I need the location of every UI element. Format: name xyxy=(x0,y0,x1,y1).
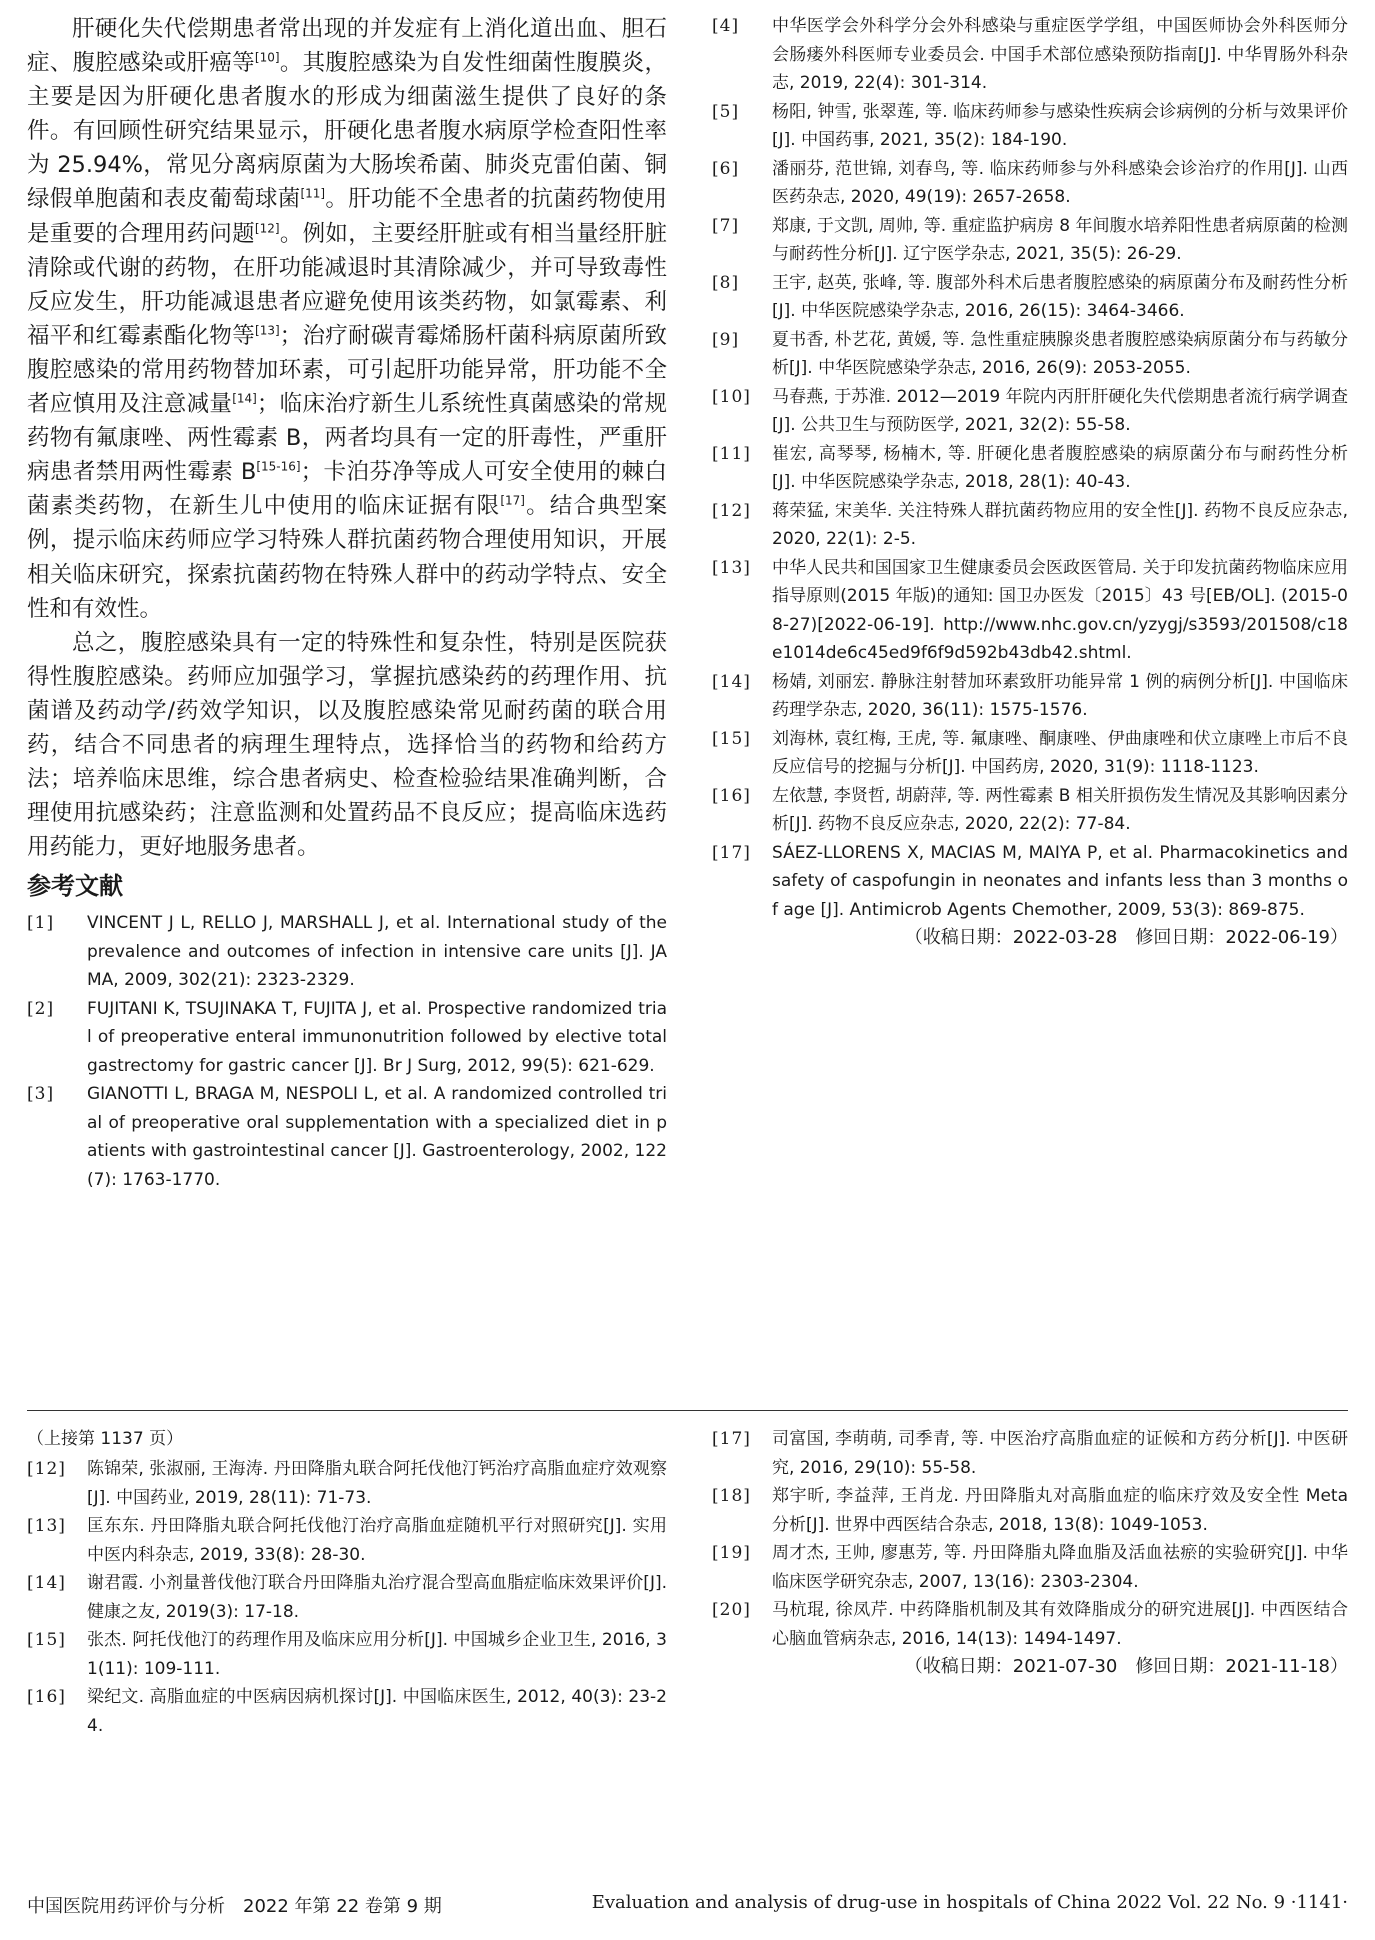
reference-number: [13] xyxy=(27,1516,66,1536)
reference-item xyxy=(712,383,1348,440)
reference-text: 崔宏, 高琴琴, 杨楠木, 等. 肝硬化患者腹腔感染的病原菌分布与耐药性分析[J]. 中华医院感染学杂志, 2018, 28(1): 40-43. xyxy=(772,443,1348,492)
reference-number: [15] xyxy=(712,728,751,749)
reference-text: SÁEZ-LLORENS X, MACIAS M, MAIYA P, et al. Pharmacokinetics and safety of caspofungin in neonates and infants less than 3 months of age [J]. Antimicrob Agents Chemother, 2009, 53(3): 869-875. xyxy=(772,842,1348,920)
reference-number: [17] xyxy=(712,842,751,863)
reference-text: 蒋荣猛, 宋美华. 关注特殊人群抗菌药物应用的安全性[J]. 药物不良反应杂志, 2020, 22(1): 2-5. xyxy=(772,500,1348,549)
reference-number: [14] xyxy=(27,1573,66,1593)
footer-journal-en: Evaluation and analysis of drug-use in hospitals of China 2022 Vol. 22 No. 9 ·1141· xyxy=(591,1892,1348,1913)
reference-text: 张杰. 阿托伐他汀的药理作用及临床应用分析[J]. 中国城乡企业卫生, 2016, 31(11): 109-111. xyxy=(87,1630,667,1679)
continued-note: （上接第 1137 页） xyxy=(27,1429,184,1449)
reference-text: 马春燕, 于苏淮. 2012—2019 年院内丙肝肝硬化失代偿期患者流行病学调查[J]. 公共卫生与预防医学, 2021, 32(2): 55-58. xyxy=(772,386,1348,435)
reference-item xyxy=(712,12,1348,98)
footer-journal-cn: 中国医院用药评价与分析 2022 年第 22 卷第 9 期 xyxy=(27,1896,442,1917)
reference-text: 潘丽芬, 范世锦, 刘春鸟, 等. 临床药师参与外科感染会诊治疗的作用[J]. 山西医药杂志, 2020, 49(19): 2657-2658. xyxy=(772,158,1348,207)
citation-12: [12] xyxy=(254,221,280,236)
para1-text-3: 。肝功能不全患者的抗菌药物使用是重要的合理用药问题 xyxy=(27,186,667,247)
reference-text: 匡东东. 丹田降脂丸联合阿托伐他汀治疗高脂血症随机平行对照研究[J]. 实用中医内科杂志, 2019, 33(8): 28-30. xyxy=(87,1516,667,1565)
para1-text-8: 。结合典型案例，提示临床药师应学习特殊人群抗菌药物合理使用知识，开展相关临床研究，探索抗菌药物在特殊人群中的药动学特点、安全性和有效性。 xyxy=(27,493,667,622)
reference-item xyxy=(712,839,1348,925)
reference-item xyxy=(712,269,1348,326)
reference-text: 中华医学会外科学分会外科感染与重症医学学组，中国医师协会外科医师分会肠瘘外科医师专业委员会. 中国手术部位感染预防指南[J]. 中华胃肠外科杂志, 2019, 22(4): 301-314. xyxy=(772,16,1348,93)
reference-item xyxy=(712,98,1348,155)
reference-item xyxy=(712,1596,1348,1653)
reference-number: [20] xyxy=(712,1600,751,1620)
reference-text: 刘海林, 袁红梅, 王虎, 等. 氟康唑、酮康唑、伊曲康唑和伏立康唑上市后不良反应信号的挖掘与分析[J]. 中国药房, 2020, 31(9): 1118-1123. xyxy=(772,728,1348,777)
reference-number: [6] xyxy=(712,158,740,179)
reference-number: [12] xyxy=(712,500,751,521)
reference-number: [3] xyxy=(27,1084,55,1105)
reference-number: [13] xyxy=(712,557,751,578)
citation-10: [10] xyxy=(254,50,280,65)
para1-text-4: 。例如，主要经肝脏或有相当量经肝脏清除或代谢的药物，在肝功能减退时其清除减少，并可导致毒性反应发生，肝功能减退患者应避免使用该类药物，如氯霉素、利福平和红霉素酯化物等 xyxy=(27,220,667,349)
citation-17: [17] xyxy=(500,493,525,508)
reference-number: [19] xyxy=(712,1543,751,1563)
reference-number: [14] xyxy=(712,671,751,692)
reference-item xyxy=(712,155,1348,212)
reference-number: [15] xyxy=(27,1630,66,1650)
reference-number: [2] xyxy=(27,998,55,1019)
para1-text-6: ；临床治疗新生儿系统性真菌感染的常规药物有氟康唑、两性霉素 B，两者均具有一定的肝毒性，严重肝病患者禁用两性霉素 B xyxy=(27,391,667,486)
reference-text: GIANOTTI L, BRAGA M, NESPOLI L, et al. A randomized controlled trial of preoperative oral supplementation with a specialized diet in patients with gastrointestinal cancer [J]. Gastroenterology, 2002, 122(7): 1763-1770. xyxy=(87,1084,668,1190)
para1-text-5: ；治疗耐碳青霉烯肠杆菌科病原菌所致腹腔感染的常用药物替加环素，可引起肝功能异常，肝功能不全者应慎用及注意减量 xyxy=(27,322,667,418)
reference-item xyxy=(27,1683,667,1740)
received-revised-dates: （收稿日期：2022-03-28 修回日期：2022-06-19） xyxy=(904,927,1348,948)
reference-item xyxy=(712,212,1348,269)
reference-text: 马杭琨, 徐凤芹. 中药降脂机制及其有效降脂成分的研究进展[J]. 中西医结合心脑血管病杂志, 2016, 14(13): 1494-1497. xyxy=(772,1600,1348,1649)
reference-text: 陈锦荣, 张淑丽, 王海涛. 丹田降脂丸联合阿托伐他汀钙治疗高脂血症疗效观察[J]. 中国药业, 2019, 28(11): 71-73. xyxy=(87,1459,667,1508)
reference-item xyxy=(27,995,667,1081)
reference-text: 王宇, 赵英, 张峰, 等. 腹部外科术后患者腹腔感染的病原菌分布及耐药性分析[J]. 中华医院感染学杂志, 2016, 26(15): 3464-3466. xyxy=(772,272,1348,321)
reference-text: 司富国, 李萌萌, 司季青, 等. 中医治疗高脂血症的证候和方药分析[J]. 中医研究, 2016, 29(10): 55-58. xyxy=(772,1429,1348,1478)
reference-item xyxy=(27,1455,667,1512)
reference-number: [18] xyxy=(712,1486,751,1506)
reference-number: [16] xyxy=(27,1687,66,1707)
reference-text: 杨婧, 刘丽宏. 静脉注射替加环素致肝功能异常 1 例的病例分析[J]. 中国临床药理学杂志, 2020, 36(11): 1575-1576. xyxy=(772,671,1348,720)
citation-13: [13] xyxy=(255,323,280,338)
para1-text-1: 肝硬化失代偿期患者常出现的并发症有上消化道出血、胆石症、腹腔感染或肝癌等 xyxy=(27,16,667,77)
reference-item xyxy=(27,1512,667,1569)
reference-text: 郑康, 于文凯, 周帅, 等. 重症监护病房 8 年间腹水培养阳性患者病原菌的检测与耐药性分析[J]. 辽宁医学杂志, 2021, 35(5): 26-29. xyxy=(772,215,1348,264)
reference-text: FUJITANI K, TSUJINAKA T, FUJITA J, et al. Prospective randomized trial of preoperative enteral immunonutrition followed by elective total gastrectomy for gastric cancer [J]. Br J Surg, 2012, 99(5): 621-629. xyxy=(87,998,667,1076)
citation-11: [11] xyxy=(300,186,326,201)
reference-number: [12] xyxy=(27,1459,66,1479)
reference-number: [11] xyxy=(712,443,751,464)
reference-text: 周才杰, 王帅, 廖惠芳, 等. 丹田降脂丸降血脂及活血祛瘀的实验研究[J]. 中华临床医学研究杂志, 2007, 13(16): 2303-2304. xyxy=(772,1543,1348,1592)
reference-item xyxy=(712,1482,1348,1539)
reference-text: 梁纪文. 高脂血症的中医病因病机探讨[J]. 中国临床医生, 2012, 40(3): 23-24. xyxy=(87,1687,667,1736)
reference-text: VINCENT J L, RELLO J, MARSHALL J, et al. International study of the prevalence and outcomes of infection in intensive care units [J]. JAMA, 2009, 302(21): 2323-2329. xyxy=(87,913,667,991)
reference-text: 杨阳, 钟雪, 张翠莲, 等. 临床药师参与感染性疾病会诊病例的分析与效果评价[J]. 中国药事, 2021, 35(2): 184-190. xyxy=(772,101,1348,150)
references-heading: 参考文献 xyxy=(27,872,123,901)
reference-text: 郑宇昕, 李益萍, 王肖龙. 丹田降脂丸对高脂血症的临床疗效及安全性 Meta 分析[J]. 世界中西医结合杂志, 2018, 13(8): 1049-1053. xyxy=(772,1486,1348,1535)
page-footer xyxy=(27,1892,1348,1918)
reference-item xyxy=(27,1626,667,1683)
reference-item xyxy=(712,668,1348,725)
reference-number: [9] xyxy=(712,329,740,350)
reference-number: [10] xyxy=(712,386,751,407)
reference-text: 左依慧, 李贤哲, 胡蔚萍, 等. 两性霉素 B 相关肝损伤发生情况及其影响因素分析[J]. 药物不良反应杂志, 2020, 22(2): 77-84. xyxy=(772,785,1348,834)
reference-number: [16] xyxy=(712,785,751,806)
citation-15-16: [15-16] xyxy=(256,459,301,474)
reference-number: [8] xyxy=(712,272,740,293)
reference-number: [1] xyxy=(27,913,55,934)
reference-text: 夏书香, 朴艺花, 黄媛, 等. 急性重症胰腺炎患者腹腔感染病原菌分布与药敏分析[J]. 中华医院感染学杂志, 2016, 26(9): 2053-2055. xyxy=(772,329,1348,378)
reference-item xyxy=(712,782,1348,839)
reference-item xyxy=(712,326,1348,383)
reference-number: [17] xyxy=(712,1429,751,1449)
reference-text: 谢君霞. 小剂量普伐他汀联合丹田降脂丸治疗混合型高血脂症临床效果评价[J]. 健康之友, 2019(3): 17-18. xyxy=(87,1573,667,1622)
reference-item xyxy=(27,1080,667,1194)
reference-item xyxy=(712,725,1348,782)
reference-item xyxy=(27,909,667,995)
citation-14: [14] xyxy=(232,391,257,406)
body-paragraph-2: 总之，腹腔感染具有一定的特殊性和复杂性，特别是医院获得性腹腔感染。药师应加强学习，掌握抗感染药的药理作用、抗菌谱及药动学/药效学知识，以及腹腔感染常见耐药菌的联合用药，结合不同患者的病理生理特点，选择恰当的药物和给药方法；培养临床思维，综合患者病史、检查检验结果准确判断，合理使用抗感染药；注意监测和处置药品不良反应；提高临床选药用药能力，更好地服务患者。 xyxy=(27,629,667,861)
para1-text-7: ；卡泊芬净等成人可安全使用的棘白菌素类药物，在新生儿中使用的临床证据有限 xyxy=(27,459,667,520)
reference-item xyxy=(712,1425,1348,1482)
para1-text-2: 。其腹腔感染为自发性细菌性腹膜炎，主要是因为肝硬化患者腹水的形成为细菌滋生提供了良好的条件。有回顾性研究结果显示，肝硬化患者腹水病原学检查阳性率为 25.94%，常见分离病原菌为大肠埃希菌、肺炎克雷伯菌、铜绿假单胞菌和表皮葡萄球菌 xyxy=(27,50,667,213)
continued-references-left xyxy=(27,1425,667,1740)
received-revised-dates-bottom: （收稿日期：2021-07-30 修回日期：2021-11-18） xyxy=(904,1656,1348,1677)
body-paragraph-1 xyxy=(27,12,667,626)
reference-number: [4] xyxy=(712,16,740,36)
reference-item xyxy=(712,497,1348,554)
reference-number: [5] xyxy=(712,101,740,122)
left-column xyxy=(27,12,667,1194)
references-right-list xyxy=(712,12,1348,924)
reference-text: 中华人民共和国国家卫生健康委员会医政医管局. 关于印发抗菌药物临床应用指导原则(2015 年版)的通知: 国卫办医发〔2015〕43 号[EB/OL]. (2015-08-27)[2022-06-19]. http://www.nhc.gov.cn/yzygj/s3593/201508/c18e1014de6c45ed9f6f9d592b43db42.shtml. xyxy=(772,557,1348,663)
reference-item xyxy=(712,440,1348,497)
reference-item xyxy=(712,1539,1348,1596)
references-left-list xyxy=(27,909,667,1194)
reference-item xyxy=(27,1569,667,1626)
continued-references-right xyxy=(712,1425,1348,1681)
right-column xyxy=(712,12,1348,952)
reference-item xyxy=(712,554,1348,668)
section-divider xyxy=(27,1410,1348,1411)
reference-number: [7] xyxy=(712,215,740,236)
